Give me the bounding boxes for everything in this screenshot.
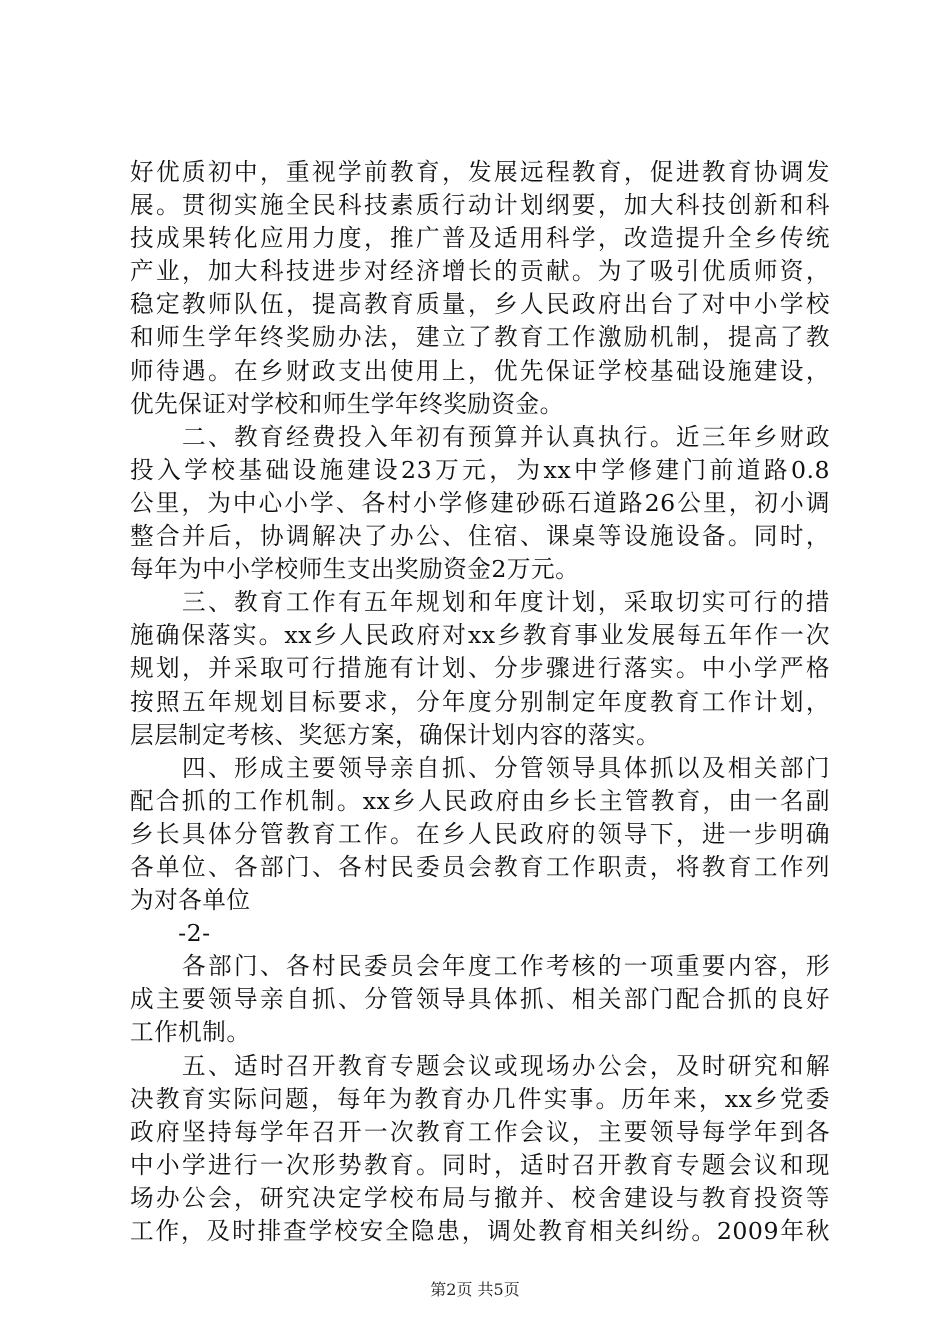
document-line: 层层制定考核、奖惩方案，确保计划内容的落实。 [130, 720, 661, 749]
document-line: 展。贯彻实施全民科技素质行动计划纲要，加大科技创新和科 [130, 191, 830, 220]
document-line: 优先保证对学校和师生学年终奖励资金。 [130, 389, 564, 418]
document-line: 决教育实际问题，每年为教育办几件实事。历年来，xx乡党委 [130, 1084, 830, 1113]
document-line: 各部门、各村民委员会年度工作考核的一项重要内容，形 [130, 952, 830, 981]
document-line: 工作机制。 [130, 1018, 251, 1047]
document-line: 技成果转化应用力度，推广普及适用科学，改造提升全乡传统 [130, 224, 830, 253]
document-line: 公里，为中心小学、各村小学修建砂砾石道路26公里，初小调 [130, 488, 830, 517]
document-line: 二、教育经费投入年初有预算并认真执行。近三年乡财政 [130, 422, 830, 451]
document-line: 场办公会，研究决定学校布局与撤并、校舍建设与教育投资等 [130, 1183, 830, 1212]
document-body [130, 156, 830, 1248]
document-line: -2- [130, 919, 211, 948]
document-line: 政府坚持每学年召开一次教育工作会议，主要领导每学年到各 [130, 1117, 830, 1146]
document-line: 三、教育工作有五年规划和年度计划，采取切实可行的措 [130, 588, 830, 617]
document-line: 师待遇。在乡财政支出使用上，优先保证学校基础设施建设， [130, 356, 830, 385]
document-line: 各单位、各部门、各村民委员会教育工作职责，将教育工作列 [130, 852, 830, 881]
document-line: 为对各单位 [130, 886, 251, 915]
document-line: 和师生学年终奖励办法，建立了教育工作激励机制，提高了教 [130, 323, 830, 352]
document-line: 成主要领导亲自抓、分管领导具体抓、相关部门配合抓的良好 [130, 985, 830, 1014]
document-line: 按照五年规划目标要求，分年度分别制定年度教育工作计划， [130, 687, 830, 716]
page-footer: 第2页 共5页 [430, 1280, 520, 1299]
document-line: 五、适时召开教育专题会议或现场办公会，及时研究和解 [130, 1051, 830, 1080]
document-line: 四、形成主要领导亲自抓、分管领导具体抓以及相关部门 [130, 753, 830, 782]
document-line: 中小学进行一次形势教育。同时，适时召开教育专题会议和现 [130, 1150, 830, 1179]
document-line: 乡长具体分管教育工作。在乡人民政府的领导下，进一步明确 [130, 819, 830, 848]
document-line: 规划，并采取可行措施有计划、分步骤进行落实。中小学严格 [130, 654, 830, 683]
document-line: 工作，及时排查学校安全隐患，调处教育相关纠纷。2009年秋 [130, 1217, 830, 1245]
document-line: 投入学校基础设施建设23万元，为xx中学修建门前道路0.8 [130, 455, 830, 484]
document-line: 施确保落实。xx乡人民政府对xx乡教育事业发展每五年作一次 [130, 621, 830, 650]
document-line: 产业，加大科技进步对经济增长的贡献。为了吸引优质师资， [130, 257, 830, 286]
document-line: 稳定教师队伍，提高教育质量，乡人民政府出台了对中小学校 [130, 290, 830, 319]
document-line: 整合并后，协调解决了办公、住宿、课桌等设施设备。同时， [130, 522, 830, 551]
document-line: 每年为中小学校师生支出奖励资金2万元。 [130, 555, 580, 584]
document-line: 配合抓的工作机制。xx乡人民政府由乡长主管教育，由一名副 [130, 786, 830, 815]
document-line: 好优质初中，重视学前教育，发展远程教育，促进教育协调发 [130, 158, 830, 186]
